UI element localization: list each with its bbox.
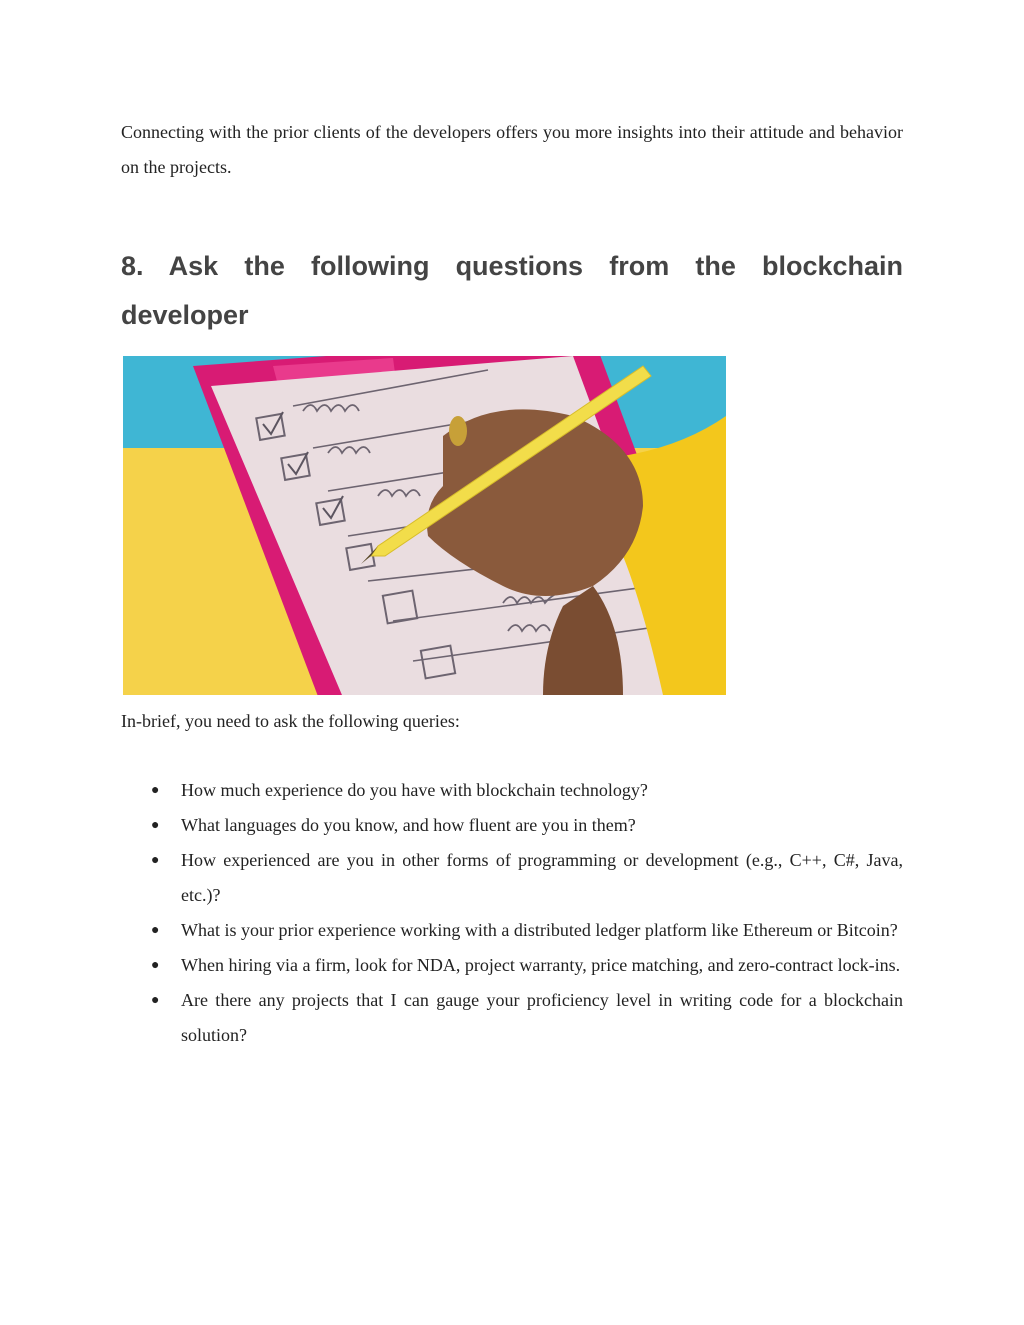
intro-paragraph: Connecting with the prior clients of the developers offers you more insights into their attitude and behavior on the projects. (121, 122, 903, 177)
questions-list (121, 773, 903, 1053)
heading-text-line-2: developer (121, 300, 249, 330)
question-text: How much experience do you have with blockchain technology? (181, 780, 648, 800)
bullet-icon: ● (151, 853, 160, 868)
heading-text-line-1: Ask the following questions from the blockchain (168, 251, 904, 281)
list-item (121, 843, 903, 913)
clipboard-checklist-illustration (123, 356, 726, 695)
heading-number: 8. (121, 251, 144, 281)
question-text: How experienced are you in other forms of programming or development (e.g., C++, C#, Java, etc.)? (181, 850, 903, 905)
list-item (121, 983, 903, 1053)
list-item (121, 808, 903, 843)
bullet-icon: ● (151, 783, 160, 798)
question-text: What languages do you know, and how fluent are you in them? (181, 815, 636, 835)
bullet-icon: ● (151, 958, 160, 973)
ring (449, 416, 467, 446)
question-text: When hiring via a firm, look for NDA, project warranty, price matching, and zero-contract lock-ins. (181, 955, 901, 975)
list-item (121, 773, 903, 808)
question-text: Are there any projects that I can gauge your proficiency level in writing code for a blockchain solution? (181, 990, 903, 1045)
list-item (121, 948, 903, 983)
list-item (121, 913, 903, 948)
section-heading (121, 242, 903, 340)
bullet-icon: ● (151, 923, 160, 938)
bullet-icon: ● (151, 818, 160, 833)
bullet-icon: ● (151, 993, 160, 1008)
clipboard-checklist-with-hand-writing-icon (123, 356, 726, 695)
question-text: What is your prior experience working with a distributed ledger platform like Ethereum or Bitcoin? (181, 920, 898, 940)
brief-paragraph: In-brief, you need to ask the following queries: (121, 711, 460, 731)
heading-line-1 (121, 242, 903, 291)
